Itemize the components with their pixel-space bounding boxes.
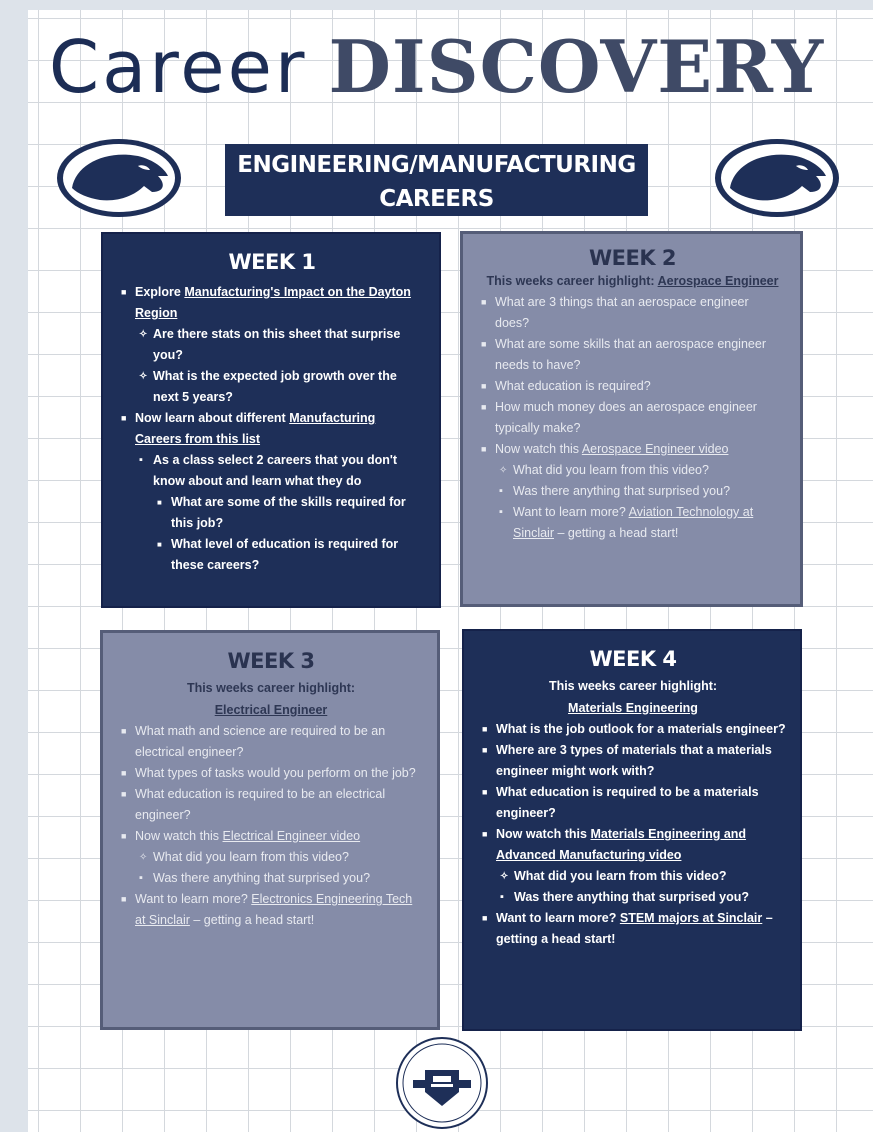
banner-line-1: ENGINEERING/MANUFACTURING: [237, 152, 636, 178]
list-item: ■ Where are 3 types of materials that a materials engineer might work with?: [496, 740, 786, 782]
list-item: ▪ Want to learn more? Aviation Technology at Sinclair – getting a head start!: [513, 502, 786, 544]
list-item: ✧ What did you learn from this video?: [513, 460, 786, 481]
electrical-video-link[interactable]: Electrical Engineer video: [222, 829, 361, 843]
list-item: ✧ What did you learn from this video?: [514, 866, 786, 887]
banner-line-2: CAREERS: [379, 186, 494, 212]
week-1-card: [101, 232, 441, 608]
week-3-heading: WEEK 3: [227, 649, 315, 673]
week-4-highlight: Materials Engineering: [568, 701, 698, 715]
week-2-highlight: This weeks career highlight: Aerospace Engineer: [486, 274, 779, 288]
list-item: ■ Now learn about different Manufacturing Careers from this list: [135, 408, 425, 450]
week-4-card: [462, 629, 802, 1031]
list-item: ■ What are 3 things that an aerospace engineer does?: [495, 292, 786, 334]
week-3-card: [100, 630, 440, 1030]
list-item: ■ Now watch this Aerospace Engineer video: [495, 439, 786, 460]
eagle-emblem-right-icon: [712, 136, 842, 220]
list-item: ■ What education is required?: [495, 376, 786, 397]
electronics-engineering-link[interactable]: Electronics Engineering Tech at Sinclair: [135, 892, 413, 927]
list-item: ■ Now watch this Electrical Engineer video: [135, 826, 423, 847]
list-item: ✧ What is the expected job growth over the next 5 years?: [153, 366, 425, 408]
list-item: ■ What are some of the skills required for this job?: [171, 492, 425, 534]
list-item: ■ Now watch this Materials Engineering and Advanced Manufacturing video: [496, 824, 786, 866]
aviation-technology-link[interactable]: Aviation Technology at Sinclair: [513, 505, 754, 540]
list-item: ▪ Was there anything that surprised you?: [153, 868, 423, 889]
list-item: ■ What math and science are required to be an electrical engineer?: [135, 721, 423, 763]
week-2-heading: WEEK 2: [588, 246, 677, 270]
list-item: ■ What education is required to be a materials engineer?: [496, 782, 786, 824]
list-item: ■ What is the job outlook for a materials engineer?: [496, 719, 786, 740]
week-3-highlight: Electrical Engineer: [214, 703, 328, 717]
aerospace-video-link[interactable]: Aerospace Engineer video: [581, 442, 729, 456]
week-4-highlight-label: This weeks career highlight:: [548, 679, 718, 693]
list-item: ■ Explore Manufacturing's Impact on the Dayton Region: [135, 282, 425, 324]
list-item: ■ Want to learn more? STEM majors at Sinclair – getting a head start!: [496, 908, 786, 950]
list-item: ■ What are some skills that an aerospace engineer needs to have?: [495, 334, 786, 376]
list-item: ■ What level of education is required for these careers?: [171, 534, 425, 576]
week-3-highlight-label: This weeks career highlight:: [186, 681, 356, 695]
list-item: ■ How much money does an aerospace engineer typically make?: [495, 397, 786, 439]
title-career: Career: [48, 25, 308, 109]
materials-video-link[interactable]: Materials Engineering and Advanced Manufacturing video: [496, 827, 747, 862]
page-title: [0, 22, 873, 113]
week-2-card: [460, 231, 803, 607]
list-item: ▪ Was there anything that surprised you?: [514, 887, 786, 908]
list-item: ■ Want to learn more? Electronics Engineering Tech at Sinclair – getting a head start!: [135, 889, 423, 931]
week-4-heading: WEEK 4: [589, 647, 677, 671]
list-item: ■ What education is required to be an electrical engineer?: [135, 784, 423, 826]
list-item: ▪ Was there anything that surprised you?: [513, 481, 786, 502]
manufacturing-careers-link[interactable]: Manufacturing Careers from this list: [135, 411, 376, 446]
week-1-heading: WEEK 1: [228, 250, 316, 274]
list-item: ✧ Are there stats on this sheet that surprise you?: [153, 324, 425, 366]
eagle-emblem-left-icon: [54, 136, 184, 220]
school-seal-icon: [395, 1036, 489, 1130]
section-banner: [225, 144, 648, 216]
stem-majors-link[interactable]: STEM majors at Sinclair: [619, 911, 763, 925]
manufacturing-impact-link[interactable]: Manufacturing's Impact on the Dayton Region: [135, 285, 411, 320]
list-item: ▪ As a class select 2 careers that you don't know about and learn what they do: [153, 450, 425, 492]
title-discovery: DISCOVERY: [328, 24, 825, 109]
list-item: ✧ What did you learn from this video?: [153, 847, 423, 868]
list-item: ■ What types of tasks would you perform on the job?: [135, 763, 423, 784]
